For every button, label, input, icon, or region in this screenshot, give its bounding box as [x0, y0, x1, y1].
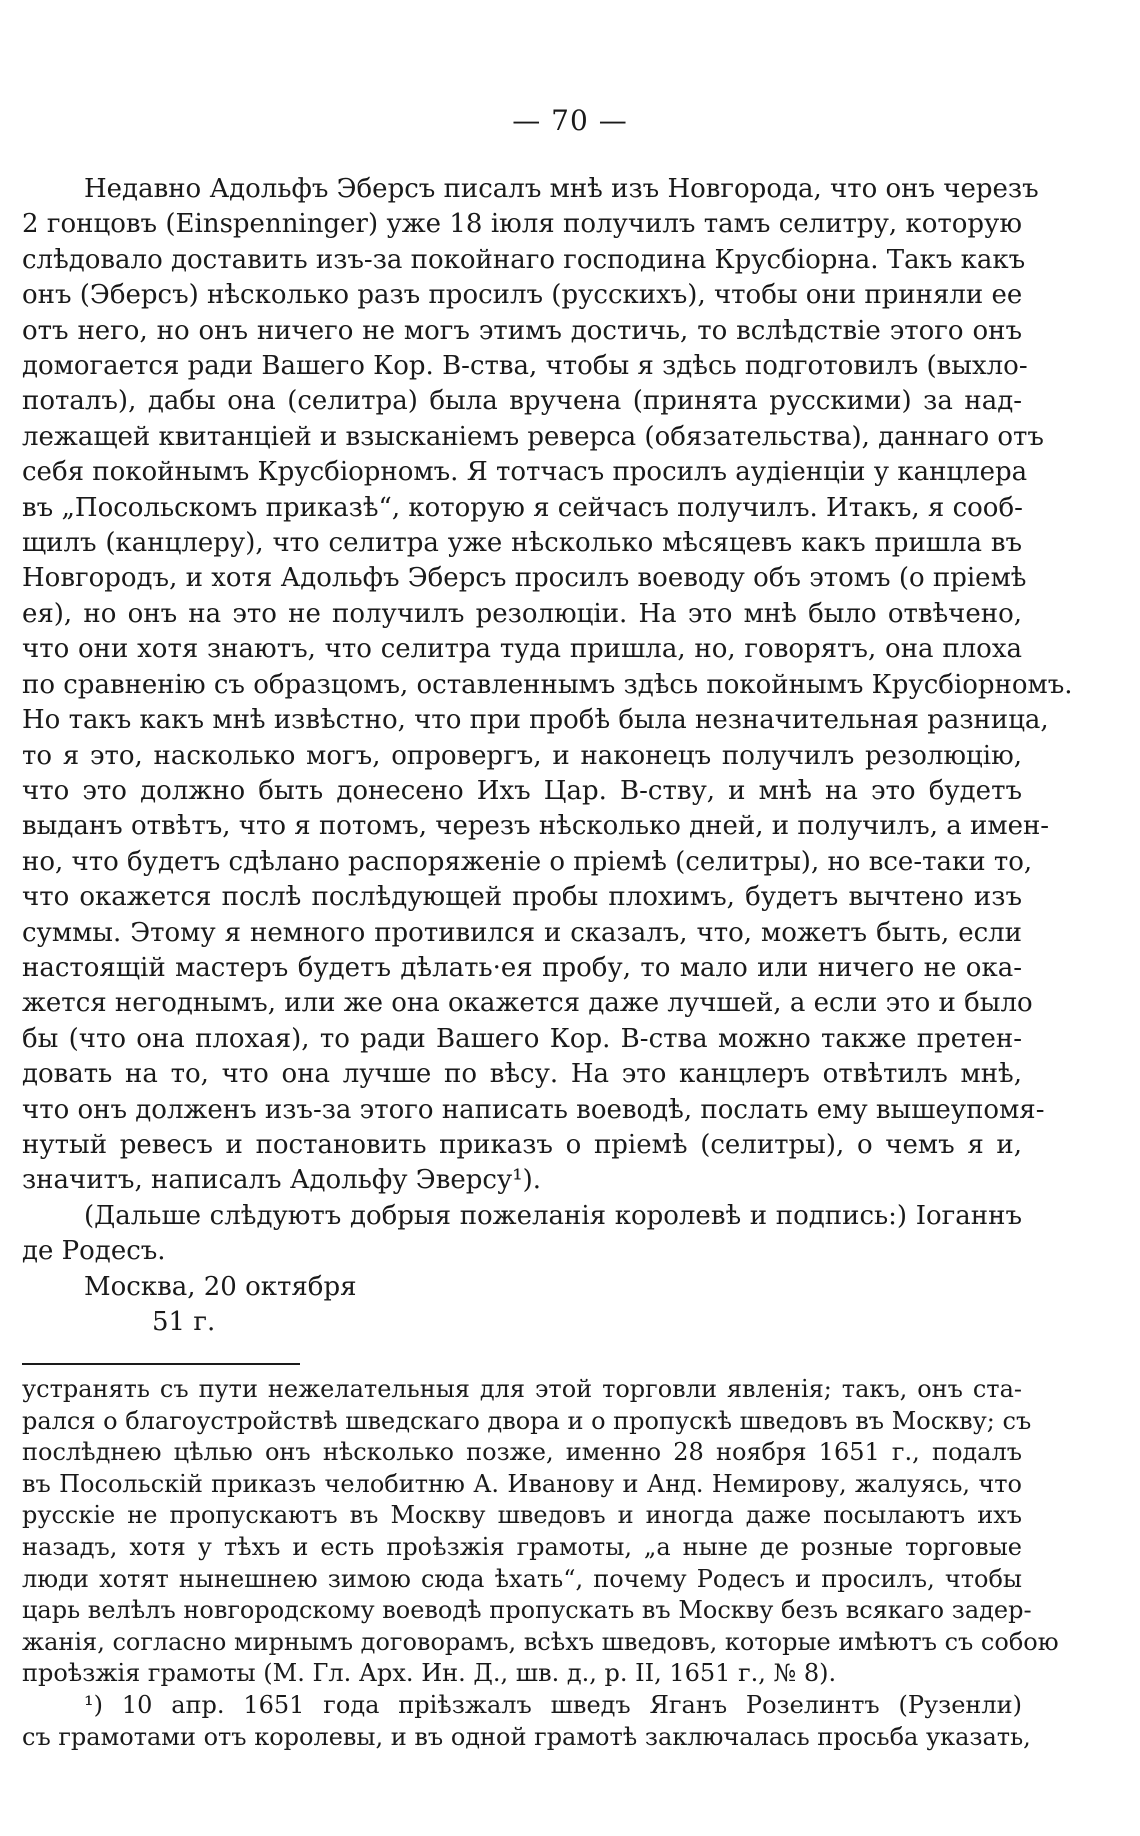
footnote-line: люди хотят нынешнею зимою сюда ѣхать“, почему Родесъ и просилъ, чтобы: [22, 1564, 1022, 1593]
footnote-line: послѣднею цѣлью онъ нѣсколько позже, именно 28 ноября 1651 г., подалъ: [22, 1438, 1022, 1467]
text-line: домогается ради Вашего Кор. В-ства, чтобы я здѣсь подготовилъ (выхло-: [22, 351, 1028, 382]
footnote-line: устранять съ пути нежелательныя для этой торговли явленія; такъ, онъ ста-: [22, 1375, 1022, 1403]
text-line: значитъ, написалъ Адольфу Эверсу¹).: [22, 1165, 542, 1196]
signature-name-line: де Родесъ.: [22, 1236, 166, 1267]
text-line: ея), но онъ на это не получилъ резолюціи. На это мнѣ было отвѣчено,: [22, 598, 1022, 629]
footnote-line: проѣзжія грамоты (М. Гл. Арх. Ин. Д., шв. д., р. II, 1651 г., № 8).: [22, 1659, 837, 1688]
text-line: 2 гонцовъ (Einspenninger) уже 18 іюля получилъ тамъ селитру, которую: [22, 209, 1022, 240]
footnote-1-line: ¹) 10 апр. 1651 года пріѣзжалъ шведъ Яганъ Розелинтъ (Рузенли): [84, 1690, 1022, 1719]
text-line: слѣдовало доставить изъ-за покойнаго господина Крусбіорна. Такъ какъ: [22, 244, 1026, 275]
main-text: [22, 172, 1073, 1340]
text-line: себя покойнымъ Крусбіорномъ. Я тотчасъ просилъ аудіенціи у канцлера: [22, 457, 1028, 488]
text-line: онъ (Эберсъ) нѣсколько разъ просилъ (русскихъ), чтобы они приняли ее: [22, 280, 1023, 311]
text-line: Недавно Адольфъ Эберсъ писалъ мнѣ изъ Новгорода, что онъ черезъ: [84, 174, 1039, 204]
footnote-line: рался о благоустройствѣ шведскаго двора и о пропускѣ шведовъ въ Москву; съ: [22, 1406, 1032, 1435]
text-line: поталъ), дабы она (селитра) была вручена (принята русскими) за над-: [22, 386, 1022, 417]
closing-line: (Дальше слѣдуютъ добрыя пожеланія королевѣ и подпись:) Іоганнъ: [84, 1200, 1022, 1231]
text-line: что это должно быть донесено Ихъ Цар. В-ству, и мнѣ на это будетъ: [22, 775, 1022, 806]
text-line: щилъ (канцлеру), что селитра уже нѣсколько мѣсяцевъ какъ пришла въ: [22, 528, 1022, 559]
footnotes: [22, 1374, 1059, 1753]
text-line: въ „Посольскомъ приказѣ“, которую я сейчасъ получилъ. Итакъ, я сооб-: [22, 492, 1023, 523]
text-line: настоящій мастеръ будетъ дѣлать·ея пробу, то мало или ничего не ока-: [22, 952, 1022, 983]
text-line: нутый ревесъ и постановить приказъ о пріемѣ (селитры), о чемъ я и,: [22, 1129, 1022, 1160]
text-line: жется негоднымъ, или же она окажется даже лучшей, а если это и было: [22, 988, 1033, 1019]
place-date: Москва, 20 октября: [84, 1271, 357, 1302]
year: 51 г.: [152, 1307, 216, 1337]
footnote-line: жанія, согласно мирнымъ договорамъ, всѣхъ шведовъ, которые имѣютъ съ собою: [22, 1627, 1059, 1656]
text-line: бы (что она плохая), то ради Вашего Кор. В-ства можно также претен-: [22, 1023, 1022, 1054]
text-line: что онъ долженъ изъ-за этого написать воеводѣ, послать ему вышеупомя-: [22, 1094, 1045, 1125]
text-line: выданъ отвѣтъ, что я потомъ, черезъ нѣсколько дней, и получилъ, а имен-: [22, 811, 1050, 842]
page-number: — 70 —: [512, 104, 628, 137]
text-line: Новгородъ, и хотя Адольфъ Эберсъ просилъ воеводу объ этомъ (о пріемѣ: [22, 563, 1027, 594]
text-line: но, что будетъ сдѣлано распоряженіе о пріемѣ (селитры), но все-таки то,: [22, 846, 1033, 877]
text-line: то я это, насколько могъ, опровергъ, и наконецъ получилъ резолюцію,: [22, 740, 1022, 771]
footnote-line: назадъ, хотя у тѣхъ и есть проѣзжія грамоты, „а ныне де розные торговые: [22, 1532, 1022, 1561]
footnote-line: русскіе не пропускаютъ въ Москву шведовъ и иногда даже посылаютъ ихъ: [22, 1501, 1022, 1530]
text-line: суммы. Этому я немного противился и сказалъ, что, можетъ быть, если: [22, 917, 1022, 948]
text-line: что окажется послѣ послѣдующей пробы плохимъ, будетъ вычтено изъ: [22, 882, 1022, 913]
footnote-divider: [22, 1363, 300, 1365]
footnote-1-line: съ грамотами отъ королевы, и въ одной грамотѣ заключалась просьба указать,: [22, 1722, 1031, 1751]
footnote-line: царь велѣлъ новгородскому воеводѣ пропускать въ Москву безъ всякаго задер-: [22, 1596, 1032, 1625]
text-line: лежащей квитанціей и взысканіемъ реверса (обязательства), даннаго отъ: [22, 421, 1044, 452]
footnote-line: въ Посольскій приказъ челобитню А. Иванову и Анд. Немирову, жалуясь, что: [22, 1469, 1022, 1498]
text-line: отъ него, но онъ ничего не могъ этимъ достичь, то вслѣдствіе этого онъ: [22, 315, 1022, 346]
text-line: что они хотя знаютъ, что селитра туда пришла, но, говорятъ, она плоха: [22, 634, 1022, 665]
text-line: Но такъ какъ мнѣ извѣстно, что при пробѣ была незначительная разница,: [22, 705, 1049, 736]
text-line: по сравненію съ образцомъ, оставленнымъ здѣсь покойнымъ Крусбіорномъ.: [22, 669, 1073, 700]
text-line: довать на то, что она лучше по вѣсу. На это канцлеръ отвѣтилъ мнѣ,: [22, 1059, 1022, 1090]
